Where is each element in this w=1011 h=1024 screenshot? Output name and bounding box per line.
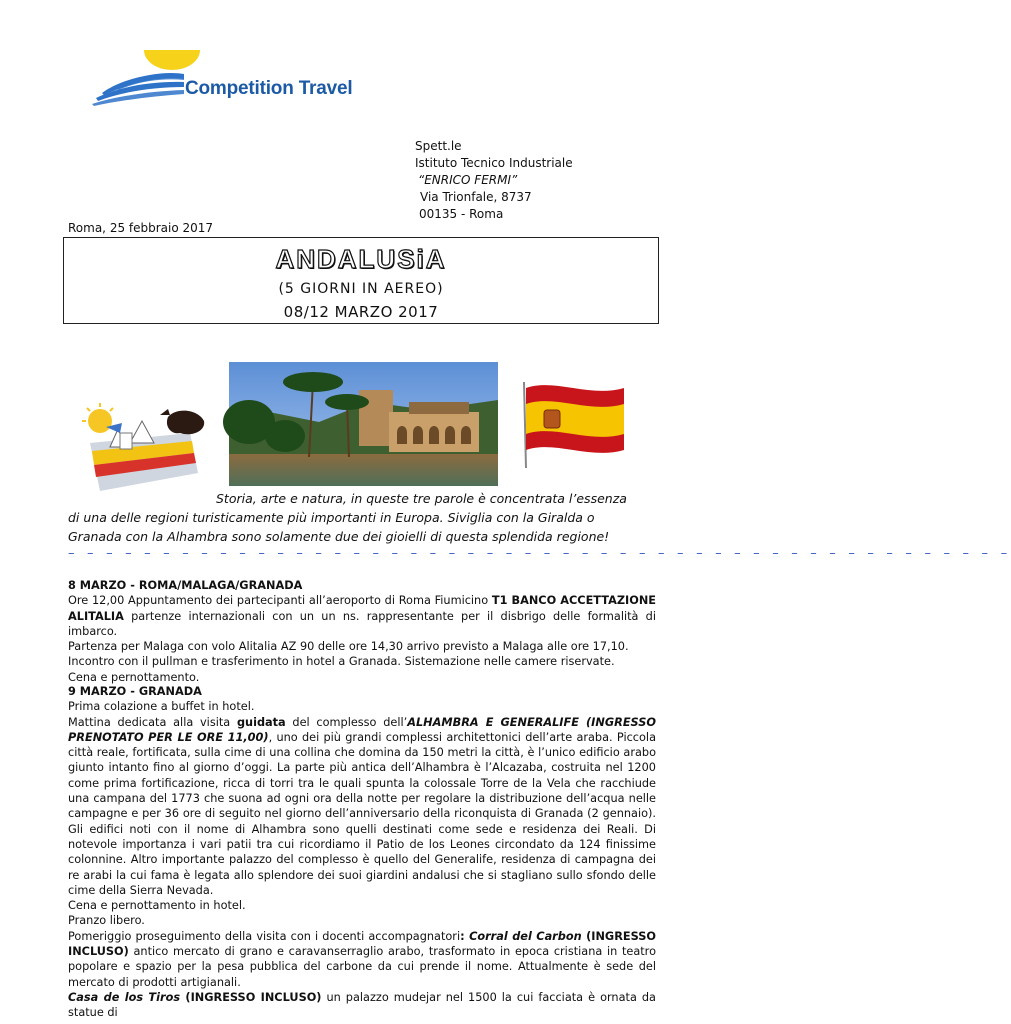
address-line: Spett.le (415, 139, 462, 153)
letter-date: Roma, 25 febbraio 2017 (68, 221, 214, 235)
paragraph: Pranzo libero. (68, 914, 145, 928)
text: del complesso dell’ (285, 715, 408, 729)
text: Ore 12,00 Appuntamento dei partecipanti all’aeroporto di Roma Fiumicino (68, 594, 492, 608)
text: Mattina dedicata alla visita (68, 715, 237, 729)
text-bold: (INGRESSO INCLUSO) (68, 929, 656, 959)
address-line: 00135 - Roma (419, 207, 504, 221)
alhambra-photo (229, 362, 498, 486)
recipient-address (415, 138, 573, 223)
paragraph: Cena e pernottamento in hotel. (68, 899, 246, 913)
text: Pomeriggio proseguimento della visita con i docenti accompagnatori (68, 929, 461, 943)
text-bold: (INGRESSO INCLUSO) (180, 990, 322, 1004)
text-bold: guidata (236, 715, 286, 729)
separator: – – – – – – – – – – – – – – – – – – – – – – – – – – – – – – – – – – – – – – – – – – – – – – – – – – (68, 546, 1011, 561)
paragraph (68, 593, 656, 639)
paragraph: Cena e pernottamento. (68, 670, 200, 684)
intro-line: Storia, arte e natura, in queste tre parole è concentrata l’essenza (216, 491, 627, 506)
text: un palazzo mudejar nel 1500 la cui facciata è ornata da statue di (68, 990, 656, 1020)
address-line: “ENRICO FERMI” (418, 173, 518, 187)
brand-name: Competition Travel (185, 78, 353, 99)
day-section (68, 684, 656, 1021)
intro-line: Granada con la Alhambra sono solamente due dei gioielli di questa splendida regione! (68, 529, 610, 544)
day-section (68, 578, 656, 685)
spain-flag-icon (520, 380, 628, 470)
title-box (63, 237, 659, 324)
text-bold-italic: Corral del Carbon (469, 929, 582, 943)
paragraph (68, 715, 656, 899)
text-bold: : (460, 929, 470, 943)
paragraph (68, 990, 656, 1021)
text: antico mercato di grano e caravanserraglio arabo, trasformato in epoca cristiana in teatro popolare e spazio per la pesa pubblica del carbone da cui prende il nome. Attualmente è sede del mercato di prodotti artigianali. (68, 945, 656, 989)
text-bold-italic: ALHAMBRA E GENERALIFE (INGRESSO PRENOTATO PER LE ORE 11,00) (68, 715, 657, 744)
text-bold-italic: Casa de los Tiros (68, 990, 181, 1004)
andalusia-clipart-icon (80, 403, 208, 495)
paragraph: Prima colazione a buffet in hotel. (68, 700, 255, 714)
day-heading: 8 MARZO - ROMA/MALAGA/GRANADA (68, 579, 303, 592)
text: partenze internazionali con un un ns. rappresentante per il disbrigo delle formalità di imbarco. (68, 609, 656, 638)
paragraph (68, 929, 656, 990)
text: , uno dei più grandi complessi architettonici dell’arte araba. Piccola città reale, fortificata, sulla cime di una collina che domina da 150 metri la città, è l’unico edificio arabo giunto intanto fino al giorno d’oggi. La parte più antica dell’Alhambra è l’Alcazaba, costruita nel 1200 come prima fortificazione, ricca di torri tra le quali spunta la colossale Torre de la Vela che racchiude una campana del 1773 che suona ad ogni ora della notte per regolare la distribuzione dell’acqua nelle campagne e per 36 ore di seguito nel giorno dell’anniversario della riconquista di Granada (2 gennaio). Gli edifici noti con il nome di Alhambra sono quelli destinati come sede e residenza dei Reali. Di notevole importanza i vari patii tra cui ricordiamo il Patio de los Leones circondato da 124 finissime colonnine. Altro importante palazzo del complesso è quello del Generalife, residenza di campagna dei re arabi la cui fama è legata allo splendore dei suoi giardini andalusi che si stagliano sullo sfondo delle cime della Sierra Nevada. (68, 730, 656, 897)
day-heading: 9 MARZO - GRANADA (68, 685, 202, 698)
page-title: ANDALUSiA (275, 244, 447, 274)
address-line: Via Trionfale, 8737 (420, 190, 532, 204)
paragraph: Partenza per Malaga con volo Alitalia AZ 90 delle ore 14,30 arrivo previsto a Malaga alle ore 17,10. Incontro con il pullman e trasferimento in hotel a Granada. Sistemazione nelle camere riservate. (68, 640, 629, 669)
intro-line: di una delle regioni turisticamente più importanti in Europa. Siviglia con la Giralda o (68, 510, 595, 525)
text-bold: T1 BANCO ACCETTAZIONE ALITALIA (68, 594, 656, 623)
address-line: Istituto Tecnico Industriale (415, 156, 573, 170)
trip-duration: (5 GIORNI IN AEREO) (278, 281, 444, 297)
trip-dates: 08/12 MARZO 2017 (283, 303, 439, 321)
